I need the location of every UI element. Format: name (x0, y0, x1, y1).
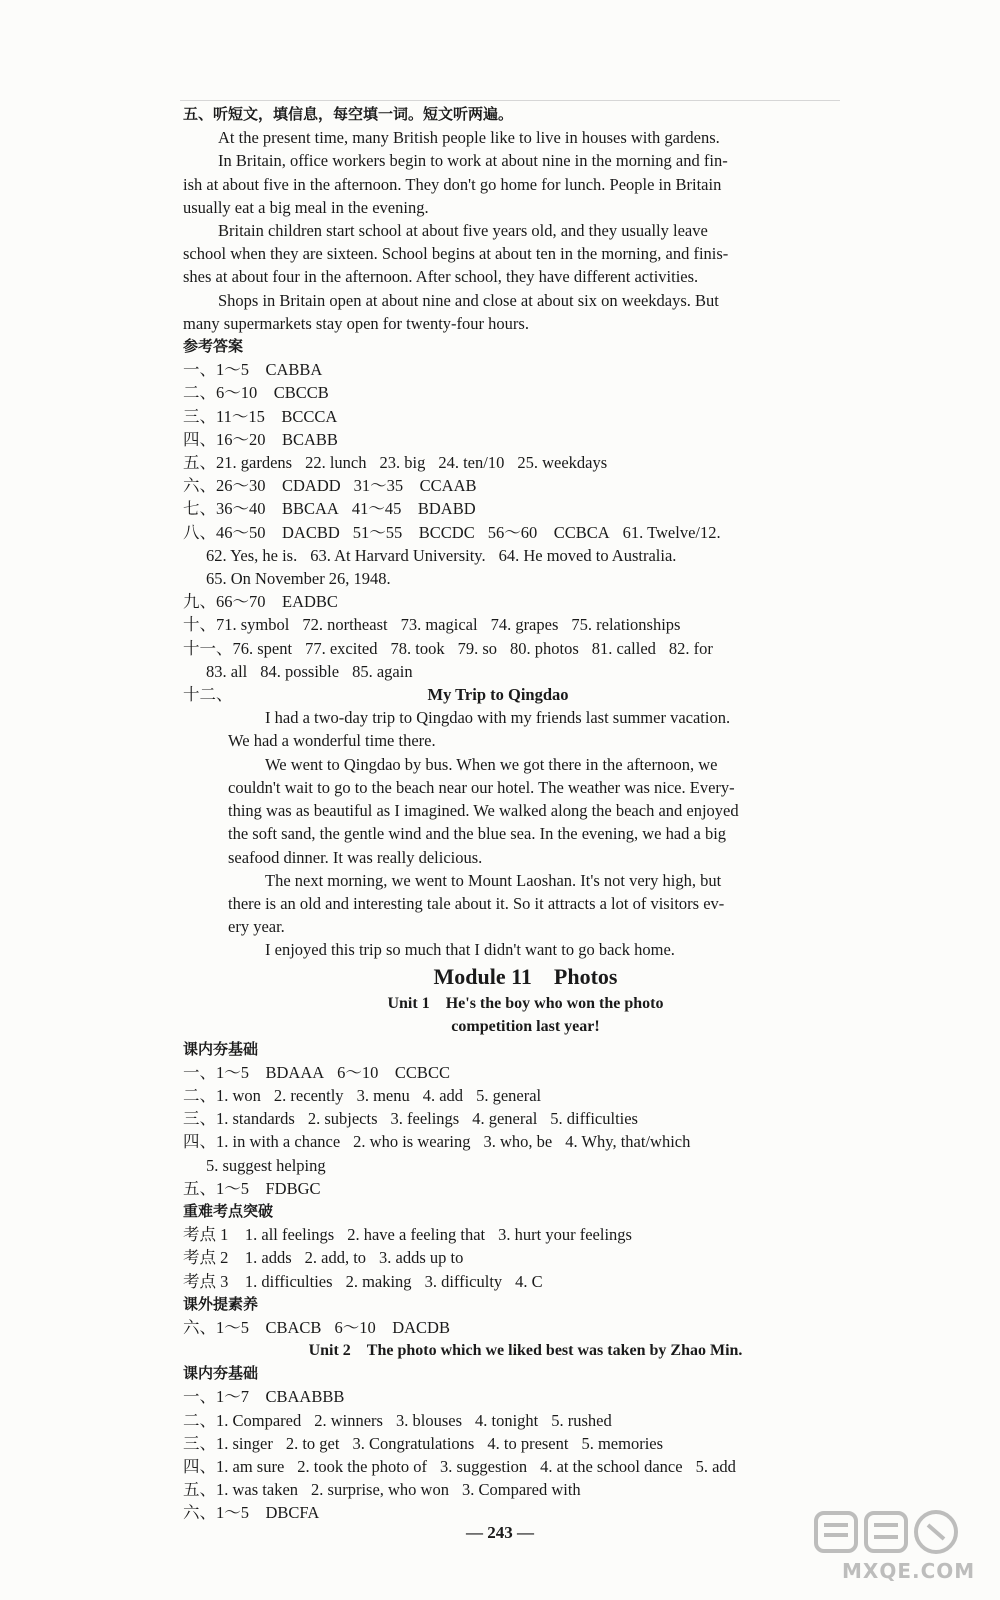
answer-item: 56～60 CCBCA (487, 522, 610, 542)
answer-item: 64. He moved to Australia. (498, 545, 677, 565)
watermark-logo-icon (812, 1507, 962, 1557)
answer-item: 五、1～5 FDBGC (183, 1178, 321, 1198)
top-rule (180, 100, 840, 101)
essay-header (183, 683, 823, 706)
answer-item: 81. called (591, 638, 656, 658)
answer-item: 3. Compared with (461, 1480, 581, 1500)
unit1-answers (183, 1038, 823, 1340)
answer-item: 3. adds up to (379, 1248, 464, 1268)
answer-item: 77. excited (305, 638, 378, 658)
answer-item: 24. ten/10 (438, 453, 505, 473)
answer-item: 63. At Harvard University. (310, 545, 486, 565)
answer-item: 八、46～50 DACBD (183, 522, 340, 542)
answer-item: 六、26～30 CDADD (183, 476, 341, 496)
answer-row (183, 497, 823, 520)
answer-item: 3. blouses (395, 1410, 462, 1430)
essay-label: 十二、 (183, 685, 233, 705)
answer-row (183, 1107, 823, 1130)
answer-item: 2. subjects (307, 1109, 378, 1129)
answer-item: 十、71. symbol (183, 615, 290, 635)
answer-item: 考点 2 1. adds (183, 1248, 292, 1268)
passage-line: In Britain, office workers begin to work at about nine in the morning and fin- (218, 151, 728, 171)
unit2-title: Unit 2 The photo which we liked best was taken by Zhao Min. (308, 1342, 743, 1360)
essay-line: couldn't wait to go to the beach near our hotel. The weather was nice. Every- (228, 777, 735, 797)
answer-row (183, 1455, 823, 1478)
answer-item: 六、1～5 DBCFA (183, 1503, 320, 1523)
answer-item: 6～10 CCBCC (337, 1062, 450, 1082)
essay-line: We went to Qingdao by bus. When we got there in the afternoon, we (265, 754, 718, 774)
answer-item: 三、1. standards (183, 1109, 295, 1129)
answer-item: 6～10 DACDB (334, 1317, 450, 1337)
answer-row (183, 428, 823, 451)
answer-item: 78. took (390, 638, 445, 658)
essay-line: We had a wonderful time there. (228, 731, 436, 751)
passage-line: school when they are sixteen. School begins at about ten in the morning, and finis- (183, 244, 729, 264)
answer-item: 一、1～7 CBAABBB (183, 1387, 345, 1407)
essay-title: My Trip to Qingdao (427, 685, 569, 705)
page-number: — 243 — (466, 1523, 534, 1542)
answer-item: 二、1. Compared (183, 1410, 302, 1430)
answer-row (183, 637, 823, 660)
answer-row (183, 521, 823, 544)
answer-item: 三、1. singer (183, 1433, 273, 1453)
answer-item: 4. add (422, 1085, 464, 1105)
answer-item: 5. memories (581, 1433, 664, 1453)
passage-line: Shops in Britain open at about nine and close at about six on weekdays. But (218, 290, 719, 310)
answer-item: 四、16～20 BCABB (183, 429, 338, 449)
answer-item: 72. northeast (302, 615, 388, 635)
content (183, 103, 823, 1525)
answer-item: 83. all (206, 661, 248, 681)
answer-row (183, 1084, 823, 1107)
answer-row (183, 1270, 823, 1293)
essay-line: ery year. (228, 917, 285, 937)
answer-item: 23. big (379, 453, 426, 473)
answer-item: 5. difficulties (550, 1109, 638, 1129)
answer-item: 2. making (345, 1271, 412, 1291)
answer-row (183, 1409, 823, 1432)
unit1-title-line1: Unit 1 He's the boy who won the photo (387, 994, 664, 1012)
passage-line: Britain children start school at about five years old, and they usually leave (218, 221, 708, 241)
answer-item: 一、1～5 BDAAA (183, 1062, 325, 1082)
answer-item: 一、1～5 CABBA (183, 360, 323, 380)
answer-row (183, 1177, 823, 1200)
answer-item: 4. at the school dance (540, 1456, 683, 1476)
answer-item: 73. magical (400, 615, 478, 635)
answer-item: 51～55 BCCDC (352, 522, 475, 542)
watermark-text: MXQE.COM (842, 1559, 976, 1583)
answer-row (183, 613, 823, 636)
passage-line: ish at about five in the afternoon. They don't go home for lunch. People in Britain (183, 174, 722, 194)
answers-block (183, 358, 823, 683)
answer-row (183, 1316, 823, 1339)
answer-item: 3. feelings (390, 1109, 460, 1129)
essay-line: seafood dinner. It was really delicious. (228, 847, 483, 867)
answer-item: 2. recently (273, 1085, 344, 1105)
answers-heading: 参考答案 (183, 337, 244, 356)
answer-item: 4. general (472, 1109, 538, 1129)
answer-row (183, 405, 823, 428)
essay-line: thing was as beautiful as I imagined. We walked along the beach and enjoyed (228, 801, 739, 821)
answer-item: 四、1. am sure (183, 1456, 285, 1476)
watermark (802, 1505, 976, 1590)
answer-item: 5. suggest helping (206, 1155, 326, 1175)
answer-item: 80. photos (510, 638, 579, 658)
answer-item: 4. Why, that/which (565, 1132, 691, 1152)
passage-line: usually eat a big meal in the evening. (183, 197, 429, 217)
answer-item: 85. again (352, 661, 413, 681)
answer-item: 2. to get (285, 1433, 340, 1453)
answer-item: 3. Congratulations (352, 1433, 475, 1453)
answer-item: 62. Yes, he is. (206, 545, 298, 565)
passage-line: many supermarkets stay open for twenty-four hours. (183, 313, 529, 333)
answer-item: 75. relationships (571, 615, 681, 635)
answer-item: 3. menu (356, 1085, 410, 1105)
subsection-heading: 课外提素养 (183, 1294, 259, 1313)
answer-row (183, 358, 823, 381)
answer-item: 2. winners (314, 1410, 383, 1430)
subsection-heading: 课内夯基础 (183, 1364, 259, 1383)
module-title: Module 11 Photos (433, 963, 618, 989)
answer-item: 3. hurt your feelings (498, 1225, 632, 1245)
answer-item: 4. C (515, 1271, 543, 1291)
answer-item: 五、21. gardens (183, 453, 293, 473)
answer-item: 三、11～15 BCCCA (183, 406, 338, 426)
passage-line: At the present time, many British people like to live in houses with gardens. (218, 128, 720, 148)
essay-line: I enjoyed this trip so much that I didn't want to go back home. (265, 940, 675, 960)
unit1-title-line2: competition last year! (451, 1017, 600, 1035)
answer-row (183, 1246, 823, 1269)
answer-item: 41～45 BDABD (351, 499, 476, 519)
essay-line: the soft sand, the gentle wind and the blue sea. In the evening, we had a big (228, 824, 727, 844)
answer-item: 考点 3 1. difficulties (183, 1271, 333, 1291)
answer-item: 四、1. in with a chance (183, 1132, 341, 1152)
answer-row (183, 660, 823, 683)
answer-row (183, 1061, 823, 1084)
passage-line: shes at about four in the afternoon. After school, they have different activities. (183, 267, 699, 287)
answer-item: 5. rushed (551, 1410, 612, 1430)
answer-item: 82. for (668, 638, 713, 658)
answer-item: 3. difficulty (424, 1271, 503, 1291)
answer-item: 2. have a feeling that (347, 1225, 486, 1245)
answer-row (183, 1223, 823, 1246)
answer-row (183, 567, 823, 590)
answer-row (183, 590, 823, 613)
essay-line: I had a two-day trip to Qingdao with my friends last summer vacation. (265, 708, 731, 728)
answer-item: 25. weekdays (517, 453, 608, 473)
unit2-answers (183, 1362, 823, 1524)
answer-row (183, 1385, 823, 1408)
answer-item: 二、1. won (183, 1085, 261, 1105)
answer-row (183, 381, 823, 404)
essay-line: The next morning, we went to Mount Laoshan. It's not very high, but (265, 870, 722, 890)
answer-item: 2. add, to (304, 1248, 367, 1268)
answer-row (183, 1432, 823, 1455)
subsection-heading: 重难考点突破 (183, 1201, 274, 1220)
answer-item: 31～35 CCAAB (353, 476, 477, 496)
answer-row (183, 1478, 823, 1501)
answer-row (183, 1154, 823, 1177)
answer-row (183, 544, 823, 567)
answer-item: 5. add (695, 1456, 736, 1476)
answer-item: 5. general (476, 1085, 542, 1105)
answer-item: 2. took the photo of (297, 1456, 427, 1476)
answer-item: 2. who is wearing (353, 1132, 471, 1152)
answer-item: 84. possible (260, 661, 340, 681)
answer-item: 74. grapes (490, 615, 559, 635)
answer-item: 九、66～70 EADBC (183, 592, 338, 612)
answer-item: 4. to present (487, 1433, 569, 1453)
answer-row (183, 1501, 823, 1524)
answer-item: 五、1. was taken (183, 1480, 299, 1500)
answer-item: 65. On November 26, 1948. (206, 569, 391, 589)
answer-row (183, 1130, 823, 1153)
answer-item: 4. tonight (474, 1410, 539, 1430)
answer-row (183, 474, 823, 497)
answer-item: 二、6～10 CBCCB (183, 383, 329, 403)
answer-item: 3. who, be (483, 1132, 553, 1152)
answer-item: 十一、76. spent (183, 638, 293, 658)
answer-item: 七、36～40 BBCAA (183, 499, 339, 519)
answer-item: 22. lunch (305, 453, 367, 473)
answer-item: 79. so (457, 638, 497, 658)
essay-line: there is an old and interesting tale about it. So it attracts a lot of visitors ev- (228, 893, 725, 913)
answer-item: 3. suggestion (439, 1456, 528, 1476)
answer-item: 六、1～5 CBACB (183, 1317, 322, 1337)
section5-title: 五、听短文，填信息，每空填一词。短文听两遍。 (183, 105, 514, 123)
answer-item: 61. Twelve/12. (622, 522, 721, 542)
subsection-heading: 课内夯基础 (183, 1039, 259, 1058)
answer-row (183, 451, 823, 474)
answer-item: 2. surprise, who won (311, 1480, 449, 1500)
answer-item: 考点 1 1. all feelings (183, 1225, 335, 1245)
